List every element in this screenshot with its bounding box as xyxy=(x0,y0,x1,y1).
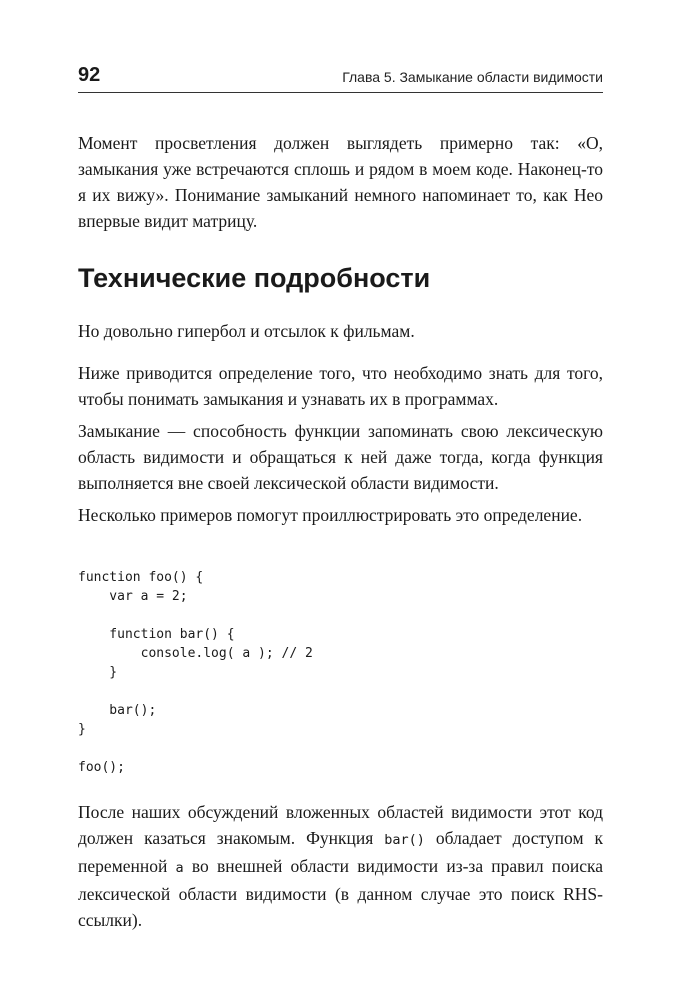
chapter-title: Глава 5. Замыкание области видимости xyxy=(342,69,603,85)
inline-code-bar: bar() xyxy=(384,832,425,848)
paragraph-4: Несколько примеров помогут проиллюстрировать это определение. xyxy=(78,505,583,525)
running-header xyxy=(78,62,603,93)
code-block: function foo() { var a = 2; function bar() { console.log( a ); // 2 } bar(); } foo(); xyxy=(78,570,313,775)
page-number: 92 xyxy=(78,64,101,86)
section-heading: Технические подробности xyxy=(78,263,431,293)
inline-code-a: a xyxy=(175,860,184,876)
paragraph-1: Но довольно гипербол и отсылок к фильмам. xyxy=(78,321,415,341)
final-paragraph-text-1: После наших обсуждений вложенных областей видимости этот код должен казаться знакомым. Функция xyxy=(78,802,603,848)
paragraph-3: Замыкание — способность функции запоминать свою лексическую область видимости и обращаться к ней даже тогда, когда функция выполняется вне своей лексической области видимости. xyxy=(78,421,603,493)
final-paragraph-text-2: обладает доступом к переменной xyxy=(78,828,604,876)
paragraph-2: Ниже приводится определение того, что необходимо знать для того, чтобы понимать замыкания и узнавать их в программах. xyxy=(78,363,603,409)
final-paragraph xyxy=(78,799,603,933)
final-paragraph-text-3: во внешней области видимости из-за правил поиска лексической области видимости (в данном случае это поиск RHS-ссылки). xyxy=(78,856,603,930)
intro-paragraph: Момент просветления должен выглядеть примерно так: «О, замыкания уже встречаются сплошь и рядом в моем коде. Наконец-то я их вижу». Понимание замыканий немного напоминает то, как Нео впервые видит матрицу. xyxy=(78,133,603,231)
